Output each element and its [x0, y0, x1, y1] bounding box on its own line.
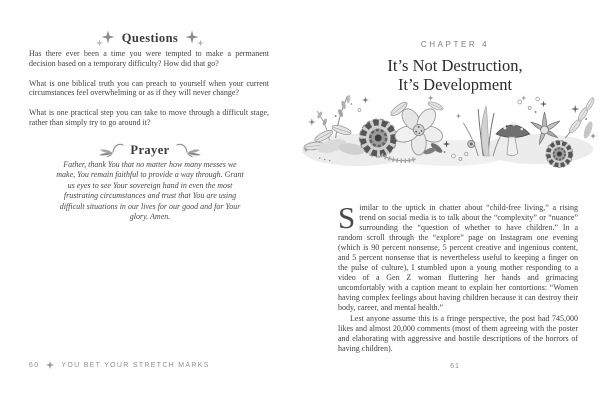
chapter-label: CHAPTER 4	[420, 40, 490, 49]
page-number-left: 60	[29, 361, 40, 369]
running-footer	[29, 361, 210, 369]
paragraph-text: imilar to the uptick in chatter about “child-free living,” a rising trend on social media is to talk about the “complexity” or “nuance” surrounding the “question of whether to have children.” In a random scroll through the “explore” page on Instagram one evening (which is 90 percent nonsense, 5 percent creative and ingenious content, and 5 percent nonsense that is nevertheless useful to keeping a finger on the pulse of culture), I stumbled upon a young mother responding to a video of a Gen Z woman fluttering her hands and grimacing uncomfortably with a caption meant to explain her contortions: “Women having complex feelings about having children because it can destroy their body, career, and mental health.”	[338, 203, 578, 312]
page-number-right: 61	[450, 363, 460, 370]
body-paragraph	[338, 200, 578, 313]
sparkle-icon	[46, 361, 54, 369]
prayer-text: Father, thank You that no matter how many messes we make, You remain faithful to provide a way through. Grant us eyes to see Your sovereign hand in even the most frustrating circumstances and trust that You are using difficult situations in our lives for our good and for Your glory. Amen.	[56, 160, 244, 222]
questions-heading-row	[0, 30, 300, 47]
prayer-heading-row	[0, 142, 300, 158]
right-page	[300, 0, 600, 400]
chapter-body	[338, 200, 578, 354]
chapter-title-line2: It’s Development	[397, 75, 513, 94]
question-item: What is one practical step you can take to move through a difficult stage, rather than simply try to go around it?	[29, 108, 269, 127]
questions-heading: Questions	[121, 31, 179, 45]
leaf-flourish-icon	[175, 142, 203, 158]
floral-illustration	[300, 92, 597, 174]
chapter-title-line1: It’s Not Destruction,	[387, 56, 523, 75]
sparkle-icon	[185, 30, 205, 47]
running-book-title: YOU BET YOUR STRETCH MARKS	[61, 361, 210, 369]
prayer-heading: Prayer	[130, 142, 170, 157]
drop-cap: S	[338, 200, 356, 235]
questions-list	[29, 49, 269, 138]
body-paragraph: Lest anyone assume this is a fringe perspective, the post had 745,000 likes and almost 20,000 comments (most of them agreeing with the poster and elaborating with aggressive and hostile descriptions of the horrors of having children).	[338, 314, 578, 353]
sparkle-icon	[95, 30, 115, 47]
question-item: What is one biblical truth you can preach to yourself when your current circumstances feel overwhelming or as if they will never change?	[29, 78, 269, 98]
question-item: Has there ever been a time you were tempted to make a permanent decision based on a temporary difficulty? How did that go?	[29, 49, 269, 68]
leaf-flourish-icon	[97, 142, 125, 158]
chapter-title	[310, 56, 600, 94]
